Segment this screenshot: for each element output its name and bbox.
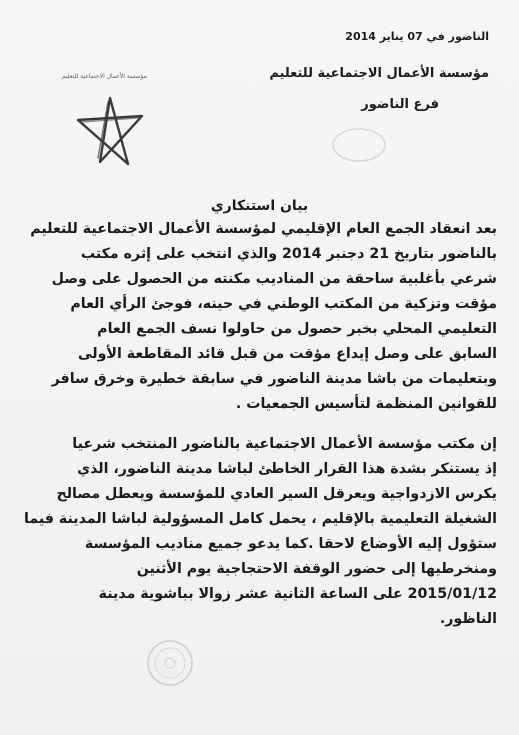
paragraph-line: ستؤول إليه الأوضاع لاحقا .كما يدعو جميع مناديب المؤسسة	[84, 536, 497, 552]
paragraph-line: إذ يستنكر بشدة هذا القرار الخاطئ لباشا مدينة الناضور، الذي	[77, 461, 497, 477]
paragraph-line: مؤقت وتزكية من المكتب الوطني في حينه، فوجئ الرأي العام	[70, 296, 497, 312]
paragraph-line: إن مكتب مؤسسة الأعمال الاجتماعية بالناضور المنتخب شرعيا	[72, 436, 497, 452]
document-title: بيان استنكاري	[210, 198, 309, 214]
organization-name: مؤسسة الأعمال الاجتماعية للتعليم	[269, 66, 489, 81]
faint-stamp-mark	[329, 125, 389, 165]
paragraph-1	[19, 217, 497, 417]
paragraph-line: التعليمي المحلي بخبر حصول من حاولوا نسف الجمع العام	[97, 321, 497, 337]
star-logo-icon	[70, 92, 150, 172]
paragraph-line: الشغيلة التعليمية بالإقليم ، يحمل كامل المسؤولية لباشا المدينة فيما	[24, 511, 497, 527]
paragraph-line: 2015/01/12 على الساعة الثانية عشر زوالا بباشوية مدينة	[98, 586, 497, 602]
paragraph-line: السابق على وصل إيداع مؤقت من قبل قائد المقاطعة الأولى	[77, 346, 497, 362]
paragraph-line: وبتعليمات من باشا مدينة الناضور في سابقة خطيرة وخرق سافر	[51, 371, 497, 387]
paragraph-line: بالناضور بتاريخ 21 دجنبر 2014 والذي انتخب على إثره مكتب	[80, 246, 497, 262]
paragraph-line: يكرس الازدواجية ويعرقل السير العادي للمؤسسة ويعطل مصالح	[56, 486, 497, 502]
paragraph-line: الناظور.	[439, 611, 497, 627]
paragraph-line: ومنخرطيها إلى حضور الوقفة الاحتجاجية يوم الأثنين	[136, 561, 497, 577]
paragraph-line: بعد انعقاد الجمع العام الإقليمي لمؤسسة الأعمال الاجتماعية للتعليم	[30, 221, 497, 237]
branch-name: فرع الناضور	[361, 97, 439, 112]
paragraph-line: شرعي بأغلبية ساحقة من المناديب مكنته من الحصول على وصل	[51, 271, 497, 287]
date-line: الناضور في 07 يناير 2014	[345, 30, 489, 43]
paragraph-2	[19, 432, 497, 632]
round-seal-icon	[145, 638, 195, 688]
paragraph-line: للقوانين المنظمة لتأسيس الجمعيات .	[235, 396, 497, 412]
stamp-caption: مؤسسة الأعمال الاجتماعية للتعليم	[62, 73, 147, 80]
